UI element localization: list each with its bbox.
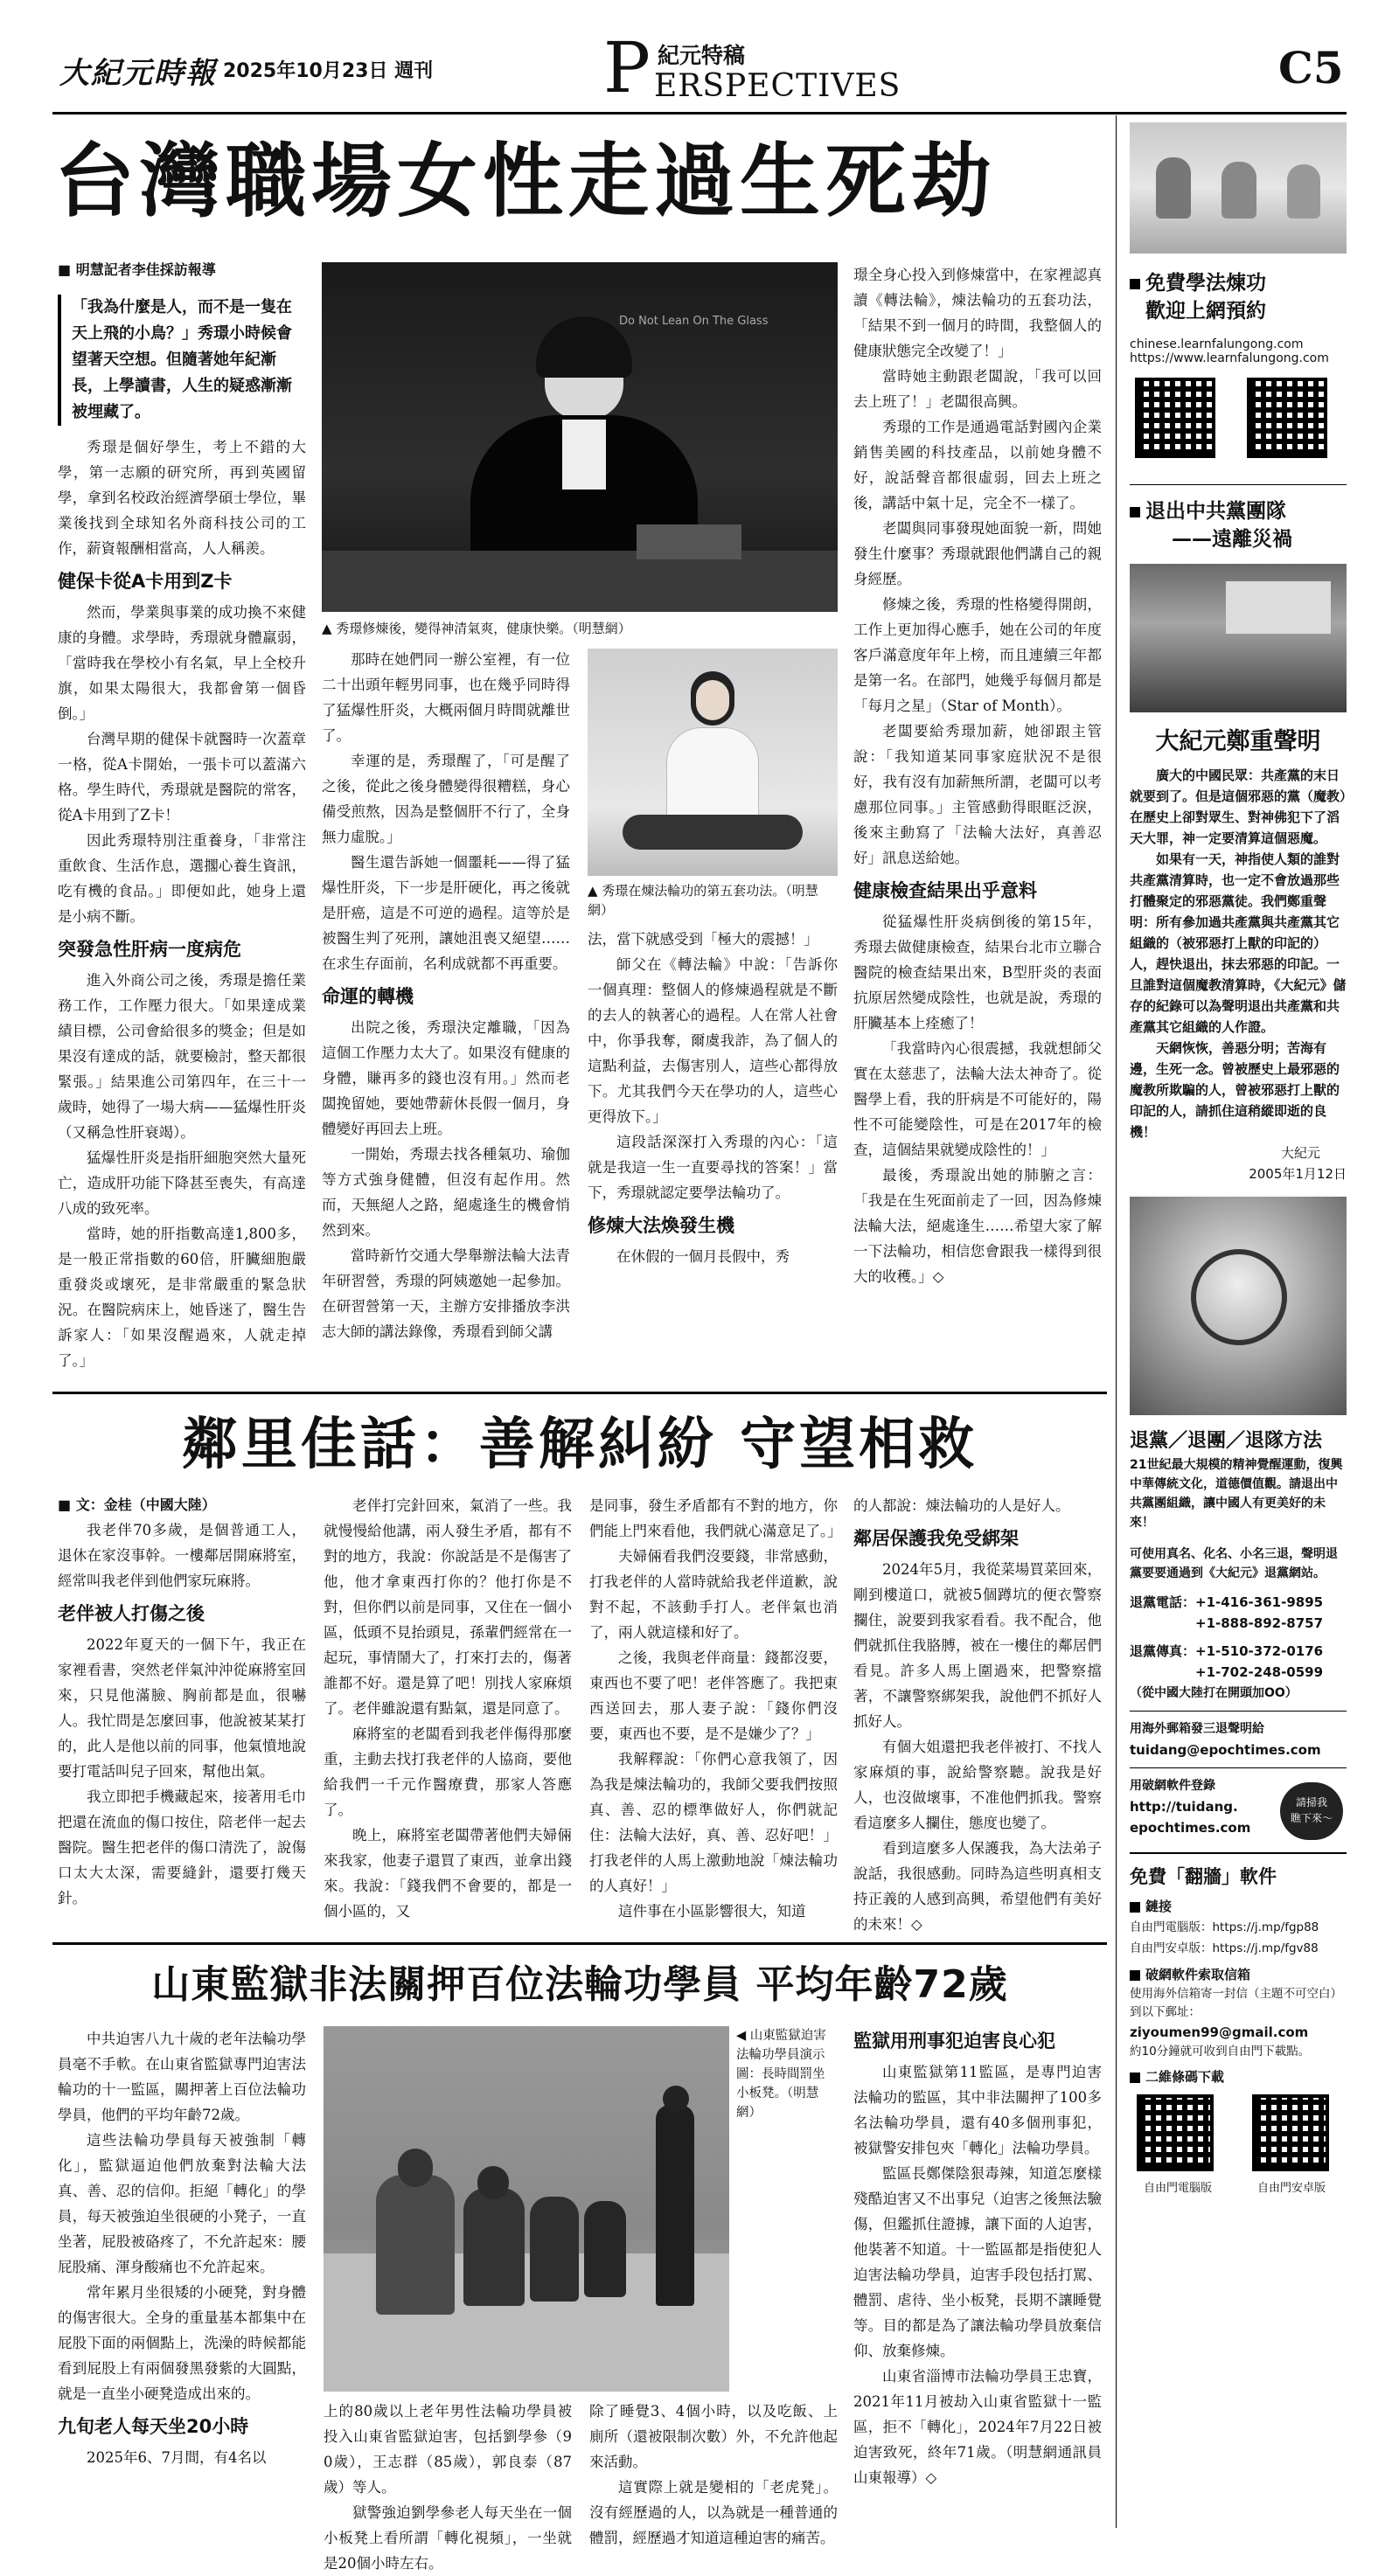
issue-date: 2025年10月23日 週刊 [223, 60, 434, 82]
software-note: 用破網軟件登錄 [1130, 1779, 1215, 1793]
article3-col2 [324, 2399, 572, 2576]
paragraph: 當時她主動跟老闆說，「我可以回去上班了！」老闆很高興。 [853, 368, 1102, 410]
paragraph: 晚上，麻將室老闆帶著他們夫婦倆來我家，他妻子還買了東西，並拿出錢來。我說：「錢我們不會要的，都是一個小區的，又 [324, 1827, 572, 1920]
paragraph: 幸運的是，秀璟醒了，「可是醒了之後，從此之後身體變得很糟糕，身心備受煎熬，因為是整個肝不行了，全身無力虛脫。」 [322, 753, 570, 845]
paragraph: 是同事，發生矛盾都有不對的地方，你們能上門來看他，我們就心滿意足了。」 [589, 1497, 842, 1539]
section-zh: 紀元特稿 [658, 43, 746, 68]
crack-text: 約10分鐘就可收到自由門下載點。 [1130, 2045, 1311, 2059]
paragraph: 我解釋說：「你們心意我領了，因為我是煉法輪功的，我師父要我們按照真、善、忍的標準做好人，你們就記住：法輪大法好，真、善、忍好吧！」打我老伴的人馬上激動地說「煉法輪功的人真好！」 [589, 1751, 838, 1894]
qr-code[interactable] [1247, 378, 1327, 458]
quit-party-title: 退出中共黨團隊 [1130, 497, 1347, 525]
statement-paragraph: 如果有一天，神指使人類的誰對共產黨清算時，也一定不會放過那些打體聚定的邪惡黨徒。我們鄭重聲明：所有參加過共產黨與共產黨其它組織的（被邪惡打上獸的印記的）人，趕快退出，抹去邪惡的印記。一旦誰對這個魔教清算時，《大紀元》儲存的紀錄可以為聲明退出共產黨和共產黨其它組織的人作證。 [1130, 851, 1347, 1035]
paragraph: 2022年夏天的一個下午，我正在家裡看書，突然老伴氣沖沖從麻將室回來，只見他滿臉、胸前都是血，很嚇人。我忙問是怎麼回事，他說被某某打的，此人是他以前的同事，他氣憤地說要打電話叫兒子回來，幫他出氣。 [58, 1636, 306, 1780]
paragraph: 之後，我與老伴商量：錢都沒要，東西也不要了吧！老伴答應了。我把東西送回去，那人妻子說：「錢你們沒要，東西也不要，是不是嫌少了？」 [589, 1649, 838, 1742]
photo-caption: ▲ 秀璟在煉法輪功的第五套功法。（明慧網） [588, 883, 818, 918]
paragraph: 進入外商公司之後，秀璟是擔任業務工作，工作壓力很大。「如果達成業績目標，公司會給很多的獎金；但是如果沒有達成的話，就要檢討，整天都很緊張。」結果進公司第四年，在三十一歲時，她得了一場大病——猛爆性肝炎（又稱急性肝衰竭）。 [58, 972, 306, 1141]
paragraph: 當時新竹交通大學舉辦法輪大法青年研習營，秀璟的阿姨邀她一起參加。在研習營第一天，主辦方安排播放李洪志大師的講法錄像，秀璟看到師父講 [322, 1247, 570, 1340]
paper-name: 大紀元時報 [59, 56, 217, 91]
paragraph: 老闆與同事發現她面貌一新，問她發生什麼事？秀璟就跟他們講自己的親身經歷。 [853, 520, 1102, 587]
subhead: 修煉大法煥發生機 [588, 1215, 734, 1236]
paragraph: 出院之後，秀璟決定離職，「因為這個工作壓力太大了。如果沒有健康的身體，賺再多的錢也沒有用。」然而老闆挽留她，要她帶薪休長假一個月，身體變好再回去上班。 [322, 1019, 570, 1137]
tuidang-url[interactable]: epochtimes.com [1130, 1820, 1251, 1836]
section-rule [52, 1392, 1107, 1394]
paragraph: 猛爆性肝炎是指肝細胞突然大量死亡，造成肝功能下降甚至喪失，有高達八成的致死率。 [58, 1149, 306, 1217]
paragraph: 秀璟是個好學生，考上不錯的大學，第一志願的研究所，再到英國留學，拿到名校政治經濟學碩士學位，畢業後找到全球知名外商科技公司的工作，薪資報酬相當高，人人稱羨。 [58, 439, 306, 557]
paragraph: 常年累月坐很矮的小硬凳，對身體的傷害很大。全身的重量基本都集中在屁股下面的兩個點上，洗澡的時候都能看到屁股上有兩個發黑發紫的大圓點，就是一直坐小硬凳造成出來的。 [58, 2284, 306, 2402]
subhead: 命運的轉機 [322, 986, 414, 1007]
byline: ■ 文：金桂（中國大陸） [58, 1496, 216, 1513]
illustration-dragon [1130, 1197, 1347, 1415]
paragraph: 這件事在小區影響很大，知道 [618, 1903, 806, 1920]
photo-caption: ◀ 山東監獄迫害法輪功學員演示圖：長時間罰坐小板凳。（明慧網） [736, 2029, 826, 2120]
fax-number[interactable]: +1-702-248-0599 [1195, 1664, 1324, 1680]
tuidang-paragraph: 21世紀最大規模的精神覺醒運動，復興中華傳統文化，道德價值觀。請退出中共黨團組織，讓中國人有更美好的未來！ [1130, 1458, 1343, 1530]
paragraph: 醫生還告訴她一個噩耗——得了猛爆性肝炎，下一步是肝硬化，再之後就是肝癌，這是不可逆的過程。這等於是被醫生判了死刑，讓她沮喪又絕望……在求生存面前，名利成就都不再重要。 [322, 854, 570, 972]
qr-code-freegate-android[interactable] [1252, 2094, 1329, 2171]
paragraph: 璟全身心投入到修煉當中，在家裡認真讀《轉法輪》，煉法輪功的五套功法，「結果不到一個月的時間，我整個人的健康狀態完全改變了！」 [853, 267, 1102, 359]
subhead: 九旬老人每天坐20小時 [58, 2416, 249, 2437]
statement-paragraph: 天網恢恢，善惡分明；苦海有邊，生死一念。曾被歷史上最邪惡的魔教所欺騙的人，曾被邪惡打上獸的印記的人，請抓住這稍縱即逝的良機！ [1130, 1040, 1340, 1140]
freegate-link[interactable]: 自由門安卓版：https://j.mp/fgv88 [1130, 1941, 1319, 1955]
paragraph: 中共迫害八九十歲的老年法輪功學員毫不手軟。在山東省監獄專門迫害法輪功的十一監區，關押著上百位法輪功學員，他們的平均年齡72歲。 [58, 2031, 306, 2123]
photo-xiujing-portrait [322, 262, 838, 612]
article2-col3 [589, 1493, 842, 1924]
paragraph: 法，當下就感受到「極大的震撼！」 [588, 931, 818, 948]
fax-note: （從中國大陸打在開頭加OO） [1130, 1686, 1298, 1700]
paragraph: 這實際上就是變相的「老虎凳」。沒有經歷過的人，以為就是一種普通的體罰，經歷過才知道這種迫害的痛苦。 [589, 2479, 838, 2546]
subhead: 老伴被人打傷之後 [58, 1603, 205, 1624]
article1-col3 [588, 927, 838, 1269]
free-software-title: 免費「翻牆」軟件 [1130, 1866, 1277, 1887]
email-note: 用海外郵箱發三退聲明給 [1130, 1722, 1264, 1736]
paragraph: 獄警強迫劉學參老人每天坐在一個小板凳上看所謂「轉化視頻」，一坐就是20個小時左右。 [324, 2504, 572, 2572]
headline: 台灣職場女性走過生死劫 [54, 134, 998, 228]
paragraph: 老闆要給秀璟加薪，她卻跟主管說：「我知道某同事家庭狀況不是很好，我有沒有加薪無所謂，老闆可以考慮那位同事。」主管感動得眼眶泛淚，後來主動寫了「法輪大法好，真善忍好」訊息送給她。 [853, 723, 1102, 866]
dafa-url[interactable]: https://www.learnfalungong.com [1130, 351, 1329, 365]
lead-paragraph: 「我為什麼是人，而不是一隻在天上飛的小鳥？」秀璟小時候會望著天空想。但隨著她年紀漸長，上學讀書，人生的疑惑漸漸被埋藏了。 [58, 295, 306, 426]
scan-badge: 請掃我 瞧下來～ [1280, 1782, 1343, 1840]
qr-code[interactable] [1135, 378, 1215, 458]
paragraph: 這些法輪功學員每天被強制「轉化」，監獄逼迫他們放棄對法輪大法真、善、忍的信仰。拒絕「轉化」的學員，每天被強迫坐很硬的小凳子，一直坐著，屁股被硌疼了，不允許起來：腰屁股痛、渾身酸痛也不允許起來。 [58, 2132, 306, 2275]
phone-row: 退黨電話：+1-416-361-9895 [1130, 1594, 1324, 1610]
paragraph: 山東省淄博市法輪功學員王忠寶，2021年11月被劫入山東省監獄十一監區，拒不「轉化」，2024年7月22日被迫害致死，終年71歲。（明慧網通訊員山東報導）◇ [853, 2368, 1102, 2486]
paragraph: 從猛爆性肝炎病倒後的第15年，秀璟去做健康檢查，結果台北市立聯合醫院的檢查結果出來，B型肝炎的表面抗原居然變成陰性，也就是說，秀璟的肝臟基本上痊癒了！ [853, 913, 1102, 1031]
crack-text: 使用海外信箱寄一封信（主題不可空白）到以下郵址： [1130, 1987, 1342, 2019]
statement-title: 大紀元鄭重聲明 [1155, 728, 1321, 755]
photo-meditation-group [1130, 122, 1347, 253]
byline: ■ 明慧記者李佳採訪報導 [58, 261, 216, 278]
article3-col4 [853, 2026, 1102, 2490]
tuidang-title: 退黨／退團／退隊方法 [1130, 1430, 1323, 1452]
paragraph: 除了睡覺3、4個小時，以及吃飯、上廁所（還被限制次數）外，不允許他起來活動。 [589, 2403, 838, 2470]
glass-sign: Do Not Lean On The Glass [619, 315, 769, 328]
paragraph: 那時在她們同一辦公室裡，有一位二十出頭年輕男同事，也在幾乎同時得了猛爆性肝炎，大概兩個月時間就離世了。 [322, 651, 570, 744]
subhead: 鄰居保護我免受綁架 [853, 1528, 1019, 1549]
article2-col1 [58, 1493, 306, 1911]
tuidang-paragraph: 可使用真名、化名、小名三退，聲明退黨要要通過到《大紀元》退黨網站。 [1130, 1547, 1338, 1580]
paragraph: 麻將室的老闆看到我老伴傷得那麼重，主動去找打我老伴的人協商，要他給我們一千元作醫療費，那家人答應了。 [324, 1725, 572, 1818]
sidebar [1130, 122, 1347, 2208]
masthead [0, 0, 1399, 114]
subhead: 監獄用刑事犯迫害良心犯 [853, 2031, 1055, 2052]
phone-number[interactable]: +1-416-361-9895 [1195, 1594, 1324, 1610]
paragraph: 因此秀璟特別注重養身，「非常注重飲食、生活作息，選擱心養生資訊，吃有機的食品。」即便如此，她身上還是小病不斷。 [58, 832, 306, 925]
paragraph: 有個大姐還把我老伴被打、不找人家麻煩的事，說給警察聽。說我是好人，也沒做壞事，不准他們抓我。警察看這麼多人攔住，態度也變了。 [853, 1739, 1102, 1831]
paragraph: 我立即把手機藏起來，接著用毛巾把還在流血的傷口按住，陪老伴一起去醫院。醫生把老伴的傷口清洗了，說傷口太大太深，需要縫針，還要打幾天針。 [58, 1788, 306, 1906]
article1-col1 [58, 258, 306, 1373]
dafa-title: 免費學法煉功 [1130, 269, 1347, 297]
sidebar-divider [1116, 115, 1117, 2528]
paragraph: 師父在《轉法輪》中說：「告訴你一個真理：整個人的修煉過程就是不斷的去人的執著心的過程。人在常人社會中，你爭我奪，爾虞我詐，為了個人的這點利益，去傷害別人，這些心都得放下。尤其我們今天在學功的人，這些心更得放下。」 [588, 956, 838, 1125]
photo-rally [1130, 564, 1347, 712]
page-number: C5 [1278, 42, 1344, 94]
paragraph: 修煉之後，秀璟的性格變得開朗，工作上更加得心應手，她在公司的年度客戶滿意度年年上榜，而且連續三年都是第一名。在部門，她幾乎每個月都是「每月之星」（Star of Month）。 [853, 596, 1102, 714]
tuidang-url[interactable]: http://tuidang. [1130, 1799, 1238, 1815]
dafa-title-line2: 歡迎上網預約 [1145, 300, 1266, 323]
paragraph: 這段話深深打入秀璟的內心：「這就是我這一生一直要尋找的答案！」當下，秀璟就認定要學法輪功了。 [588, 1134, 838, 1201]
tuidang-email[interactable]: tuidang@epochtimes.com [1130, 1742, 1321, 1758]
statement-signature: 大紀元 [1280, 1145, 1320, 1161]
paragraph: 一開始，秀璟去找各種氣功、瑜伽等方式強身健體，但沒有起作用。然而，天無絕人之路，絕處逢生的機會悄然到來。 [322, 1146, 570, 1239]
fax-row: 退黨傳真：+1-510-372-0176 [1130, 1643, 1324, 1659]
freegate-link[interactable]: 自由門電腦版：https://j.mp/fgp88 [1130, 1920, 1319, 1934]
headline: 山東監獄非法關押百位法輪功學員 平均年齡72歲 [151, 1962, 1008, 2007]
paragraph: 老伴打完針回來，氣消了一些。我就慢慢給他講，兩人發生矛盾，都有不對的地方，我說：你說話是不是傷害了他，他才拿東西打你的？他打你是不對，但你們以前是同事，又住在一個小區，低頭不見抬頭見，孫輩們經常在一起玩，事情鬧大了，打來打去的，傷著誰都不好。還是算了吧！別找人家麻煩了。老伴雖說還有點氣，還是同意了。 [324, 1497, 572, 1717]
paragraph: 2024年5月，我從菜場買菜回來，剛到樓道口，就被5個蹲坑的便衣警察攔住，說要到我家看看。我不配合，他們就抓住我胳膊，被在一樓住的鄰居們看見。許多人馬上圍過來，把警察擋著，不讓警察綁架我，說他們不抓好人抓好人。 [853, 1561, 1102, 1730]
phone-number[interactable]: +1-888-892-8757 [1195, 1615, 1324, 1631]
dafa-url[interactable]: chinese.learnfalungong.com [1130, 337, 1304, 351]
section-initial: P [603, 27, 651, 108]
paragraph: 台灣早期的健保卡就醫時一次蓋章一格，從A卡開始，一張卡可以蓋滿六格。學生時代，秀璟就是醫院的常客，從A卡用到了Z卡！ [58, 731, 306, 823]
masthead-rule [52, 112, 1347, 115]
article2-col2 [324, 1493, 572, 1924]
crack-title: 破網軟件索取信箱 [1130, 1964, 1347, 1985]
paragraph: 在休假的一個月長假中，秀 [616, 1248, 790, 1265]
qr-code-freegate-pc[interactable] [1137, 2094, 1214, 2171]
headline: 鄰里佳話：善解糾紛 守望相救 [181, 1413, 978, 1477]
article3-col1 [58, 2026, 306, 2470]
article1-col2 [322, 647, 570, 1344]
photo-xiujing-meditation [588, 649, 838, 876]
statement-date: 2005年1月12日 [1249, 1166, 1347, 1182]
section-en: ERSPECTIVES [654, 68, 901, 104]
qr-label: 自由門安卓版 [1256, 2182, 1326, 2195]
links-title: 鏈接 [1130, 1896, 1347, 1917]
paragraph: 「我當時內心很震撼，我就想師父實在太慈悲了，法輪大法太神奇了。從醫學上看，我的肝病是不可能好的，陽性不可能變陰性，可是在2017年的檢查，這個結果就變成陰性的！」 [853, 1040, 1102, 1158]
paragraph: 的人都說：煉法輪功的人是好人。 [853, 1497, 1070, 1514]
paragraph: 夫婦倆看我們沒要錢，非常感動，打我老伴的人當時就給我老伴道歉，說對不起，不該動手打人。老伴氣也消了，兩人就這樣和好了。 [589, 1548, 838, 1641]
qr-label: 自由門電腦版 [1143, 2182, 1212, 2195]
subhead: 健保卡從A卡用到Z卡 [58, 571, 233, 592]
paragraph: 看到這麼多人保護我，為大法弟子說話，我很感動。同時為這些明真相支持正義的人感到高興，希望他們有美好的未來！◇ [853, 1840, 1102, 1933]
paragraph: 2025年6、7月間，有4名以 [87, 2449, 267, 2466]
quit-party-title-line2: ——遠離災禍 [1172, 528, 1292, 551]
section-rule [52, 1942, 1107, 1945]
subhead: 突發急性肝病一度病危 [58, 939, 241, 960]
crack-email[interactable]: ziyoumen99@gmail.com [1130, 2024, 1309, 2040]
paragraph: 當時，她的肝指數高達1,800多，是一般正常指數的60倍，肝臟細胞嚴重發炎或壞死，是非常嚴重的緊急狀況。在醫院病床上，她昏迷了，醫生告訴家人：「如果沒醒過來，人就走掉了。」 [58, 1226, 306, 1369]
paragraph: 我老伴70多歲，是個普通工人，退休在家沒事幹。一樓鄰居開麻將室，經常叫我老伴到他們家玩麻將。 [58, 1522, 306, 1589]
photo-prison-demo [324, 2026, 729, 2392]
paragraph: 秀璟的工作是通過電話對國內企業銷售美國的科技產品，以前她身體不好，說話聲音都很虛弱，回去上班之後，講話中氣十足，完全不一樣了。 [853, 419, 1102, 511]
article1-col4 [853, 262, 1102, 1289]
paragraph: 山東監獄第11監區，是專門迫害法輪功的監區，其中非法關押了100多名法輪功學員，還有40多個刑事犯，被獄警安排包夾「轉化」法輪功學員。 [853, 2064, 1102, 2156]
paragraph: 監區長鄭傑陰狠毒辣，知道怎麼樣殘酷迫害又不出事兒（迫害之後無法驗傷，但鑑抓住證據，讓下面的人迫害，他裝著不知道。十一監區都是指使犯人迫害法輪功學員，迫害手段包括打罵、體罰、虐待、坐小板凳，長期不讓睡覺等。目的都是為了讓法輪功學員放棄信仰、放棄修煉。 [853, 2165, 1102, 2359]
fax-number[interactable]: +1-510-372-0176 [1195, 1643, 1324, 1659]
article3-col3 [589, 2399, 838, 2551]
paragraph: 上的80歲以上老年男性法輪功學員被投入山東省監獄迫害，包括劉學參（90歲），王志群（85歲），郭良泰（87歲）等人。 [324, 2403, 572, 2496]
subhead: 健康檢查結果出乎意料 [853, 880, 1037, 901]
statement-paragraph: 廣大的中國民眾：共產黨的末日就要到了。但是這個邪惡的黨（魔教）在歷史上卻對眾生、對神佛犯下了滔天大罪，神一定要清算這個惡魔。 [1130, 767, 1347, 846]
article2-col4 [853, 1493, 1102, 1937]
qr-download-title: 二維條碼下載 [1130, 2066, 1347, 2087]
photo-caption: ▲ 秀璟修煉後，變得神清氣爽，健康快樂。（明慧網） [322, 621, 631, 636]
paragraph: 最後，秀璟說出她的肺腑之言：「我是在生死面前走了一回，因為修煉法輪大法，絕處逢生……希望大家了解一下法輪功，相信您會跟我一樣得到很大的收穫。」◇ [853, 1167, 1102, 1285]
paragraph: 然而，學業與事業的成功換不來健康的身體。求學時，秀璟就身體羸弱，「當時我在學校小有名氣，早上全校升旗，如果太陽很大，我都會第一個昏倒。」 [58, 604, 306, 722]
